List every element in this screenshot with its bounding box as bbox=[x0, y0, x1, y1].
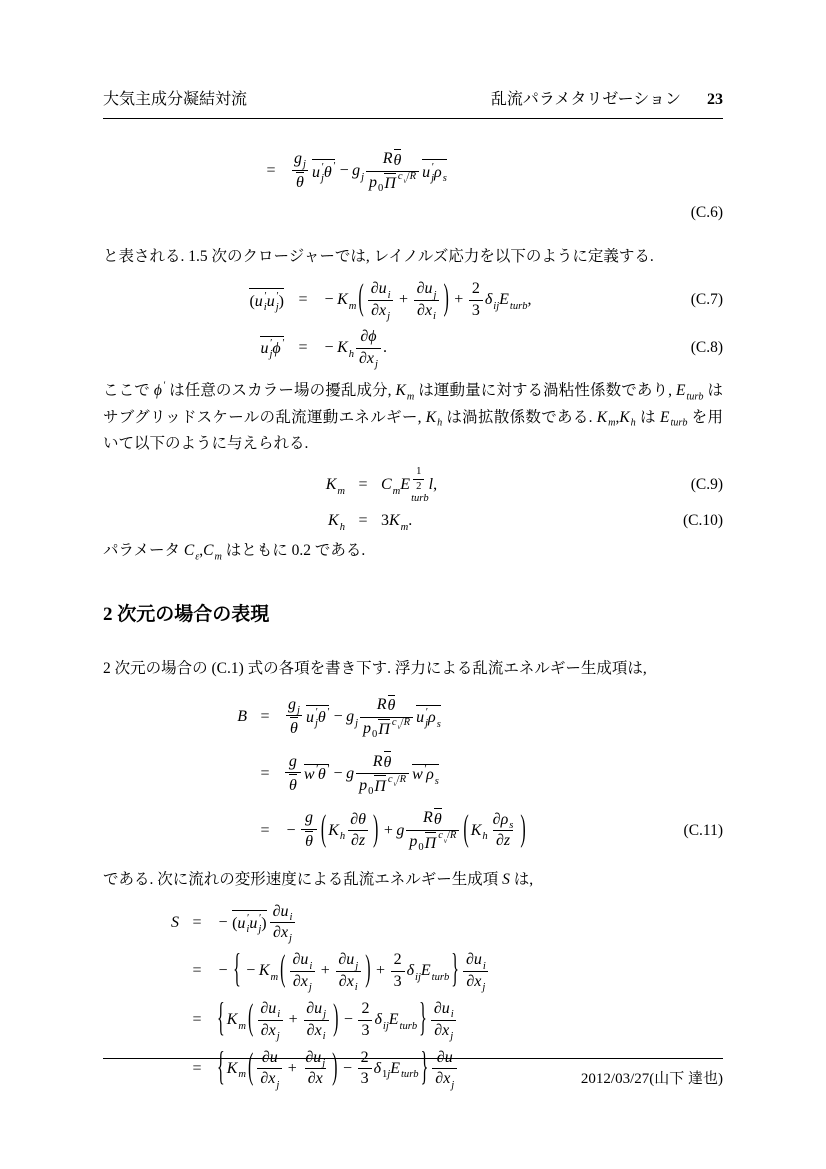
inline-math: C ε , C m bbox=[183, 542, 222, 563]
equation-tag: (C.8) bbox=[690, 339, 723, 357]
section-heading: 2 次元の場合の表現 bbox=[103, 603, 270, 625]
page-header bbox=[103, 86, 723, 119]
paragraph-text: はともに 0.2 である. bbox=[221, 542, 366, 560]
equation-row bbox=[103, 751, 723, 796]
equation-rhs: 3 K m . bbox=[381, 512, 413, 533]
equation-c6 bbox=[103, 149, 723, 224]
equation-row bbox=[103, 997, 723, 1042]
equation-rhs: g j θ u ′ j θ ′ − g j R θ p 0 Π c v / R u ′ j ρ s bbox=[294, 150, 447, 195]
paragraph-text: ここで bbox=[103, 382, 154, 399]
equation-lhs: K h bbox=[328, 512, 345, 533]
paragraph-text: を用いて以下のように与えられる. bbox=[103, 408, 723, 453]
paragraph-text: パラメータ bbox=[103, 542, 184, 560]
paragraph-text: 2 次元の場合の (C.1) 式の各項を書き下す. 浮力による乱流エネルギー生成項は, bbox=[103, 659, 647, 677]
equation-row bbox=[103, 695, 723, 740]
equation-rhs: − K h ∂ ϕ ∂ x j . bbox=[324, 328, 387, 370]
equation-c9-c10 bbox=[103, 465, 723, 533]
paragraph-coefficients bbox=[103, 378, 723, 458]
equation-relation: = bbox=[358, 476, 368, 494]
equation-relation: = bbox=[192, 962, 202, 980]
equation-tag: (C.7) bbox=[690, 291, 723, 309]
equation-lhs: ( u ′ i u ′ j ) bbox=[103, 288, 285, 313]
paragraph-2d-intro bbox=[103, 656, 723, 683]
equation-tag: (C.6) bbox=[690, 203, 723, 221]
page-number: 23 bbox=[707, 91, 723, 108]
equation-row bbox=[103, 948, 723, 993]
equation-relation: = bbox=[266, 162, 276, 180]
equation-lhs: S bbox=[171, 913, 179, 931]
inline-math: E turb bbox=[675, 382, 704, 403]
paragraph-text: は任意のスカラー場の擾乱成分, bbox=[165, 382, 396, 399]
equation-row bbox=[103, 280, 723, 320]
equation-rhs: C m E $\frac{1}{2}$ turb l , bbox=[381, 465, 438, 505]
equation-relation: = bbox=[298, 339, 308, 357]
header-right bbox=[491, 86, 723, 109]
paragraph-text: はサブグリッドスケールの乱流運動エネルギー, bbox=[103, 382, 723, 426]
paragraph-text: は bbox=[635, 408, 660, 426]
equation-relation: = bbox=[192, 913, 202, 931]
paragraph-text: は, bbox=[509, 870, 534, 888]
equation-rhs: − $\frac{g}{\theta}$ ( K h ∂ θ ∂ z ) + g R θ p 0 Π c v / R ( K h ∂ ρ s ∂ z ) bbox=[286, 809, 526, 854]
paragraph-shear-intro bbox=[103, 867, 723, 894]
equation-row bbox=[103, 512, 723, 533]
paragraph-text: である. 次に流れの変形速度による乱流エネルギー生成項 bbox=[103, 870, 503, 888]
equation-c11 bbox=[103, 695, 723, 853]
equation-tag: (C.10) bbox=[682, 512, 723, 530]
equation-c7-c8 bbox=[103, 280, 723, 368]
paragraph-text: は運動量に対する渦粘性係数であり, bbox=[414, 382, 676, 399]
header-left-title: 大気主成分凝結対流 bbox=[103, 91, 248, 108]
equation-rhs: − ( u ′ i u ′ j ) ∂ u i ∂ x j bbox=[215, 903, 297, 943]
equation-relation: = bbox=[192, 1059, 202, 1077]
equation-relation: = bbox=[192, 1011, 202, 1029]
paragraph-text: は渦拡散係数である. bbox=[442, 408, 597, 426]
equation-row bbox=[103, 808, 723, 853]
paragraph-parameters bbox=[103, 538, 723, 565]
equation-tag: (C.9) bbox=[690, 476, 723, 494]
equation-relation: = bbox=[260, 764, 270, 782]
equation-relation: = bbox=[260, 708, 270, 726]
inline-math: K m bbox=[395, 382, 415, 403]
equation-rhs: { K m ( ∂ u i ∂ x j + ∂ u j ∂ x i ) − $\frac{2}{3}$ δ ij E turb } ∂ u i ∂ x j bbox=[215, 1000, 459, 1040]
equation-row bbox=[103, 903, 723, 943]
equation-relation: = bbox=[358, 512, 368, 530]
inline-math: E turb bbox=[659, 408, 688, 429]
footer-date-author: 2012/03/27(山下 達也) bbox=[580, 1071, 723, 1087]
paragraph-text: と表される. 1.5 次のクロージャーでは, レイノルズ応力を以下のように定義する. bbox=[103, 247, 654, 265]
equation-tag: (C.11) bbox=[683, 821, 723, 839]
equation-rhs: − K m ( ∂ u i ∂ x j + ∂ u j ∂ x i ) + $\frac{2}{3}$ δ ij E turb , bbox=[324, 279, 532, 322]
page-footer bbox=[103, 1058, 723, 1088]
equation-row bbox=[103, 466, 723, 504]
equation-relation: = bbox=[298, 291, 308, 309]
paragraph-closure bbox=[103, 244, 723, 271]
equation-row bbox=[103, 202, 723, 224]
header-right-title: 乱流パラメタリゼーション bbox=[490, 91, 681, 108]
inline-math: ϕ ′ bbox=[153, 379, 166, 399]
equation-lhs: K m bbox=[325, 476, 345, 497]
inline-math: K m , K h bbox=[596, 408, 636, 429]
equation-lhs: B bbox=[237, 708, 247, 726]
inline-math: S bbox=[502, 870, 510, 888]
equation-rhs: { K m ( ∂ u ∂ x j + ∂ u j ∂ x ) − $\frac{2}{3}$ δ 1 j E turb } ∂ u ∂ x j bbox=[215, 1049, 459, 1089]
equation-row bbox=[103, 328, 723, 368]
equation-row bbox=[103, 149, 723, 194]
inline-math: K h bbox=[425, 408, 443, 429]
equation-relation: = bbox=[260, 821, 270, 839]
equation-lhs: u ′ j ϕ ′ bbox=[103, 336, 285, 361]
equation-rhs: g j θ u ′ j θ ′ − g j R θ p 0 Π c v / R u ′ j ρ s bbox=[288, 695, 441, 740]
equation-rhs: − { − K m ( ∂ u i ∂ x j + ∂ u j ∂ x i ) + $\frac{2}{3}$ δ ij E turb } ∂ u i ∂ x j bbox=[215, 951, 491, 991]
equation-rhs: $\frac{g}{\theta}$ w ′ θ ′ − g R θ p 0 Π c v / R w ′ ρ s bbox=[283, 751, 440, 796]
